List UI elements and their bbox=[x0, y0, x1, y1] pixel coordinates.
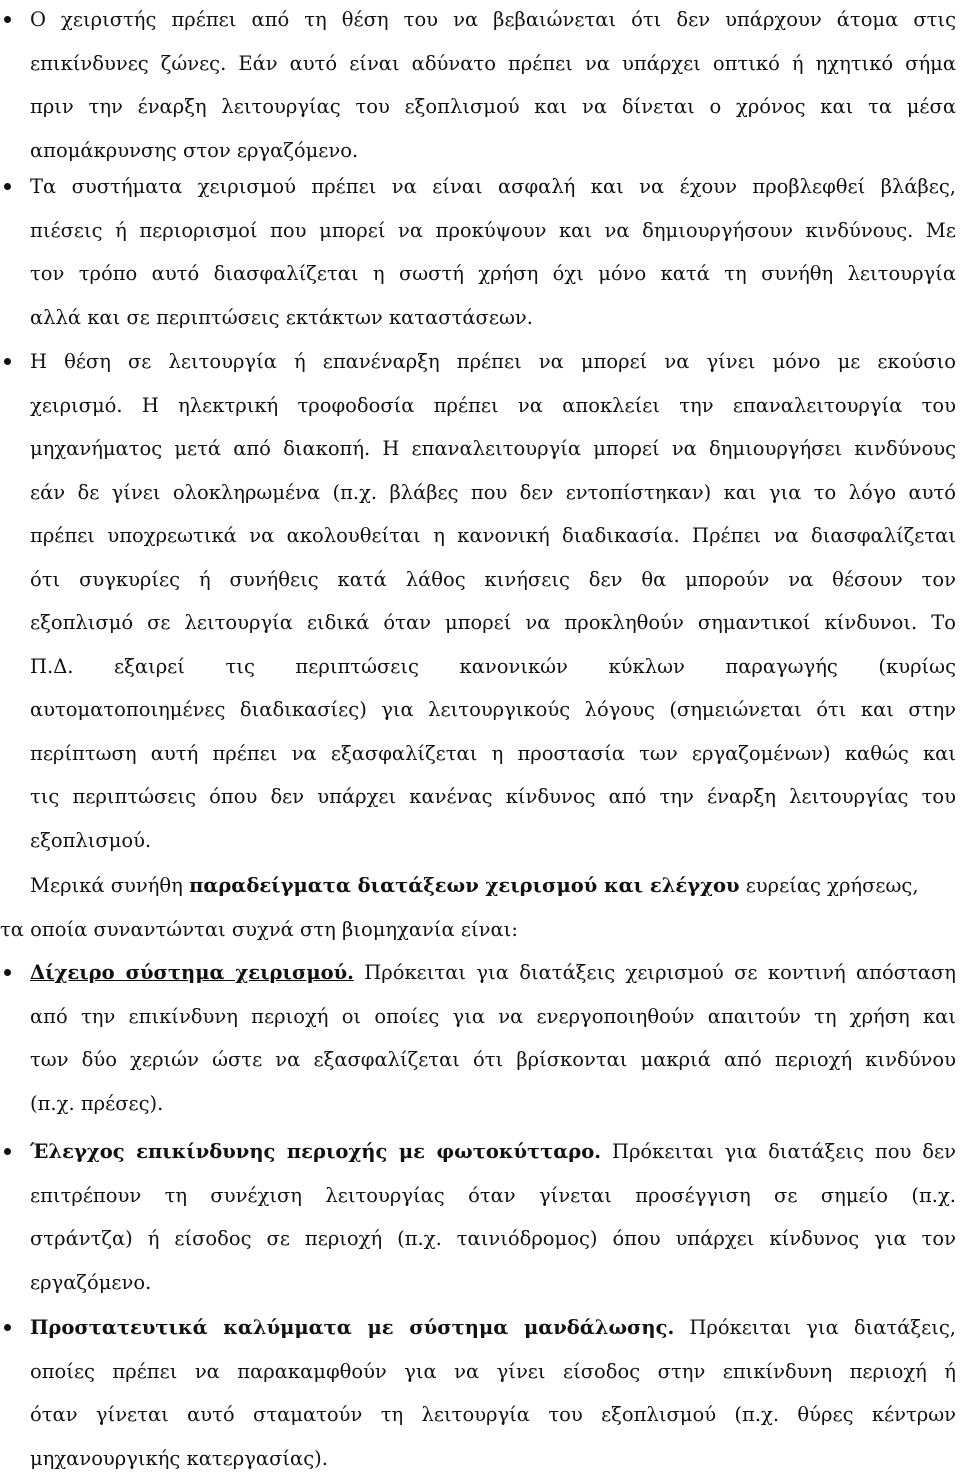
text-line: Έλεγχος επικίνδυνης περιοχής με φωτοκύτταρο. Πρόκειται για διατάξεις που δεν bbox=[30, 1130, 956, 1174]
bullet-icon bbox=[4, 16, 11, 23]
text-line: Π.Δ. εξαιρεί τις περιπτώσεις κανονικών κύκλων παραγωγής (κυρίως bbox=[30, 645, 956, 689]
text-line: πριν την έναρξη λειτουργίας του εξοπλισμού και να δίνεται ο χρόνος και τα μέσα bbox=[30, 85, 956, 129]
text-line: Δίχειρο σύστημα χειρισμού. Πρόκειται για διατάξεις χειρισμού σε κοντινή απόσταση bbox=[30, 951, 956, 995]
bullet-icon bbox=[4, 358, 11, 365]
text-line: εξοπλισμό σε λειτουργία ειδικά όταν μπορεί να προκληθούν σημαντικοί κίνδυνοι. Το bbox=[30, 601, 956, 645]
example-title: Προστατευτικά καλύμματα με σύστημα μανδάλωσης. bbox=[30, 1316, 674, 1339]
text-line: επιτρέπουν τη συνέχιση λειτουργίας όταν γίνεται προσέγγιση σε σημείο (π.χ. bbox=[30, 1174, 956, 1218]
example-title: Έλεγχος επικίνδυνης περιοχής με φωτοκύτταρο. bbox=[30, 1140, 601, 1163]
text-line: περίπτωση αυτή πρέπει να εξασφαλίζεται η προστασία των εργαζομένων) καθώς και bbox=[30, 732, 956, 776]
list-item bbox=[30, 165, 956, 339]
bullet-icon bbox=[4, 969, 11, 976]
intro-bold: παραδείγματα διατάξεων χειρισμού και ελέγχου bbox=[189, 874, 739, 897]
text-line: εξοπλισμού. bbox=[30, 819, 956, 863]
intro-pre: Μερικά συνήθη bbox=[30, 874, 189, 897]
text-line: εργαζόμενο. bbox=[30, 1261, 956, 1305]
text-line: των δύο χεριών ώστε να εξασφαλίζεται ότι βρίσκονται μακριά από περιοχή κινδύνου bbox=[30, 1038, 956, 1082]
text-line: πρέπει υποχρεωτικά να ακολουθείται η κανονική διαδικασία. Πρέπει να διασφαλίζεται bbox=[30, 514, 956, 558]
text-line: απομάκρυνσης στον εργαζόμενο. bbox=[30, 129, 956, 173]
text-line: αυτοματοποιημένες διαδικασίες) για λειτουργικούς λόγους (σημειώνεται ότι και στην bbox=[30, 688, 956, 732]
text-line: από την επικίνδυνη περιοχή οι οποίες για να ενεργοποιηθούν απαιτούν τη χρήση και bbox=[30, 995, 956, 1039]
text-line: (π.χ. πρέσες). bbox=[30, 1082, 956, 1126]
list-item bbox=[30, 0, 956, 172]
text-line: ότι συγκυρίες ή συνήθεις κατά λάθος κινήσεις δεν θα μπορούν να θέσουν τον bbox=[30, 558, 956, 602]
text-line: Τα συστήματα χειρισμού πρέπει να είναι ασφαλή και να έχουν προβλεφθεί βλάβες, bbox=[30, 165, 956, 209]
text-line: τα οποία συναντώνται συχνά στη βιομηχανία είναι: bbox=[0, 908, 956, 952]
list-item bbox=[30, 340, 956, 862]
text-line: Προστατευτικά καλύμματα με σύστημα μανδάλωσης. Πρόκειται για διατάξεις, bbox=[30, 1306, 956, 1350]
text-line: μηχανήματος μετά από διακοπή. Η επαναλειτουργία μπορεί να δημιουργήσει κινδύνους bbox=[30, 427, 956, 471]
text-line: πιέσεις ή περιορισμοί που μπορεί να προκύψουν και να δημιουργήσουν κινδύνους. Με bbox=[30, 209, 956, 253]
text-line: Ο χειριστής πρέπει από τη θέση του να βεβαιώνεται ότι δεν υπάρχουν άτομα στις bbox=[30, 0, 956, 42]
text-line: τον τρόπο αυτό διασφαλίζεται η σωστή χρήση όχι μόνο κατά τη συνήθη λειτουργία bbox=[30, 252, 956, 296]
list-item bbox=[30, 951, 956, 1125]
example-title: Δίχειρο σύστημα χειρισμού. bbox=[30, 961, 354, 984]
text-line: επικίνδυνες ζώνες. Εάν αυτό είναι αδύνατο πρέπει να υπάρχει οπτικό ή ηχητικό σήμα bbox=[30, 42, 956, 86]
text-line: όταν γίνεται αυτό σταματούν τη λειτουργία του εξοπλισμού (π.χ. θύρες κέντρων bbox=[30, 1393, 956, 1437]
text-line: οποίες πρέπει να παρακαμφθούν για να γίνει είσοδος στην επικίνδυνη περιοχή ή bbox=[30, 1350, 956, 1394]
text-line: Η θέση σε λειτουργία ή επανέναρξη πρέπει να μπορεί να γίνει μόνο με εκούσιο bbox=[30, 340, 956, 384]
intro-post: ευρείας χρήσεως, bbox=[740, 874, 919, 897]
list-item bbox=[30, 1306, 956, 1480]
text-line: τις περιπτώσεις όπου δεν υπάρχει κανένας κίνδυνος από την έναρξη λειτουργίας του bbox=[30, 775, 956, 819]
bullet-icon bbox=[4, 1324, 11, 1331]
text-line: χειρισμό. Η ηλεκτρική τροφοδοσία πρέπει να αποκλείει την επαναλειτουργία του bbox=[30, 384, 956, 428]
text-line: στράντζα) ή είσοδος σε περιοχή (π.χ. ταινιόδρομος) όπου υπάρχει κίνδυνος για τον bbox=[30, 1217, 956, 1261]
text-line: εάν δε γίνει ολοκληρωμένα (π.χ. βλάβες που δεν εντοπίστηκαν) και για το λόγο αυτό bbox=[30, 471, 956, 515]
bullet-icon bbox=[4, 1148, 11, 1155]
text-line bbox=[0, 864, 956, 908]
text-line: μηχανουργικής κατεργασίας). bbox=[30, 1437, 956, 1480]
text-line: αλλά και σε περιπτώσεις εκτάκτων καταστάσεων. bbox=[30, 296, 956, 340]
bullet-icon bbox=[4, 183, 11, 190]
list-item bbox=[30, 1130, 956, 1304]
intro-paragraph bbox=[0, 864, 956, 951]
